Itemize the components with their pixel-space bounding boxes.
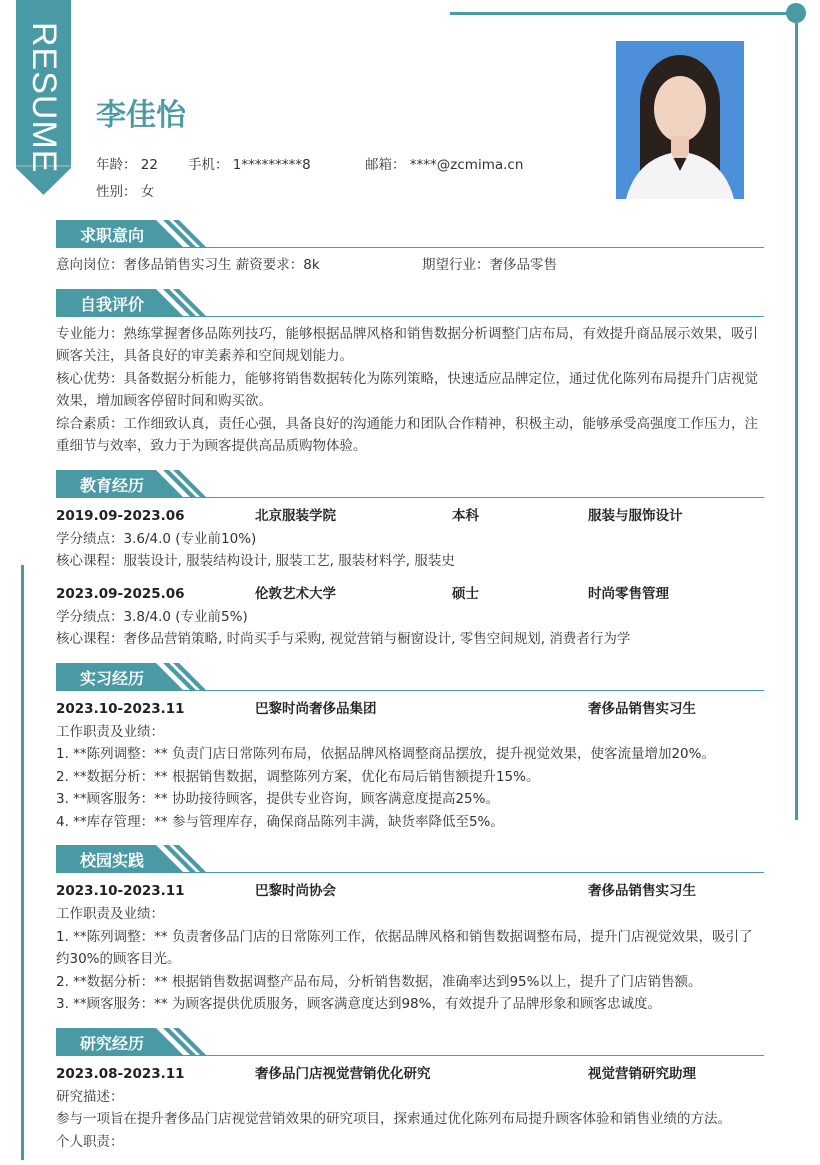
edu-major: 时尚零售管理: [588, 585, 669, 602]
left-decor-line: [21, 565, 24, 1160]
exp-line: 1. **陈列调整：** 负责门店日常陈列布局，依据品牌风格调整商品摆放，提升视觉效果，使客流量增加20%。: [56, 746, 715, 762]
edu-gpa: 学分绩点：3.6/4.0 (专业前10%): [56, 530, 257, 547]
age: 年龄： 22: [96, 157, 158, 173]
exp-line: 2. **数据分析：** 根据销售数据，调整陈列方案，优化布局后销售额提升15%。: [56, 768, 540, 785]
edu-major: 服装与服饰设计: [588, 507, 683, 524]
profile-photo: [616, 41, 744, 199]
edu-gpa: 学分绩点：3.8/4.0 (专业前5%): [56, 608, 248, 625]
edu-degree: 本科: [452, 507, 479, 524]
section-header: [56, 289, 764, 317]
exp-line: 个人职责：: [56, 1133, 124, 1150]
exp-org: 奢侈品门店视觉营销优化研究: [255, 1065, 431, 1082]
exp-line: 研究描述：: [56, 1088, 124, 1105]
top-decor-line: [450, 12, 796, 15]
exp-row: [56, 697, 764, 721]
section-title: 实习经历: [80, 668, 145, 688]
edu-school: 伦敦艺术大学: [255, 585, 336, 602]
self-line: 核心优势：具备数据分析能力，能够将销售数据转化为陈列策略，快速适应品牌定位，通过优化陈列布局提升门店视觉效果，增加顾客停留时间和购买欲。: [56, 370, 758, 409]
exp-line: 参与一项旨在提升奢侈品门店视觉营销效果的研究项目，探索通过优化陈列布局提升顾客体验和销售业绩的方法。: [56, 1111, 731, 1127]
candidate-name: 李佳怡: [96, 98, 186, 133]
section-header: [56, 1028, 764, 1056]
email: 邮箱： ****@zcmima.cn: [365, 157, 524, 173]
section-header: [56, 470, 764, 498]
section-campus: [56, 845, 764, 1016]
section-title: 研究经历: [80, 1033, 145, 1053]
edu-degree: 硕士: [452, 585, 479, 602]
section-header: [56, 220, 764, 248]
phone: 手机： 1*********8: [188, 157, 311, 173]
self-line: 综合素质：工作细致认真，责任心强，具备良好的沟通能力和团队合作精神，积极主动，能够承受高强度工作压力，注重细节与效率，致力于为顾客提供高品质购物体验。: [56, 415, 758, 454]
exp-role: 奢侈品销售实习生: [588, 700, 696, 717]
section-header: [56, 845, 764, 873]
gender: 性别： 女: [96, 184, 155, 200]
exp-line: 4. **库存管理：** 参与管理库存，确保商品陈列丰满，缺货率降低至5%。: [56, 813, 504, 830]
exp-line: 3. **顾客服务：** 协助接待顾客，提供专业咨询，顾客满意度提高25%。: [56, 791, 499, 807]
exp-line: 工作职责及业绩：: [56, 723, 164, 740]
section-internship: [56, 663, 764, 834]
exp-line: 工作职责及业绩：: [56, 906, 164, 922]
exp-date: 2023.10-2023.11: [56, 700, 185, 717]
edu-row: [56, 504, 764, 528]
edu-school: 北京服装学院: [255, 507, 336, 524]
section-title: 自我评价: [80, 294, 145, 314]
intent-position: 意向岗位：奢侈品销售实习生 薪资要求：8k: [56, 257, 320, 273]
resume-ribbon: [16, 0, 71, 195]
edu-row: [56, 582, 764, 606]
section-research: [56, 1028, 764, 1154]
exp-row: [56, 879, 764, 903]
exp-org: 巴黎时尚协会: [255, 883, 336, 899]
exp-line: 2. **数据分析：** 根据销售数据调整产品布局，分析销售数据，准确率达到95%以上，提升了门店销售额。: [56, 973, 702, 990]
section-title: 教育经历: [80, 475, 145, 495]
exp-line: 3. **顾客服务：** 为顾客提供优质服务，顾客满意度达到98%，有效提升了品牌形象和顾客忠诚度。: [56, 996, 661, 1012]
personal-info: [96, 152, 523, 206]
right-decor-line: [795, 12, 798, 820]
intent-industry: 期望行业：奢侈品零售: [422, 257, 557, 273]
section-title: 求职意向: [80, 226, 145, 245]
exp-role: 奢侈品销售实习生: [588, 883, 696, 899]
exp-date: 2023.08-2023.11: [56, 1065, 185, 1082]
exp-date: 2023.10-2023.11: [56, 883, 185, 899]
exp-row: [56, 1062, 764, 1086]
decor-dot: [786, 3, 806, 23]
edu-courses: 核心课程：奢侈品营销策略, 时尚买手与采购, 视觉营销与橱窗设计, 零售空间规划, 消费者行为学: [56, 631, 631, 647]
exp-org: 巴黎时尚奢侈品集团: [255, 700, 377, 717]
section-self-evaluation: [56, 289, 764, 458]
ribbon-text: RESUME: [25, 22, 63, 174]
edu-date: 2023.09-2025.06: [56, 585, 185, 602]
section-header: [56, 663, 764, 691]
section-title: 校园实践: [80, 851, 145, 870]
self-line: 专业能力：熟练掌握奢侈品陈列技巧，能够根据品牌风格和销售数据分析调整门店布局，有效提升商品展示效果，吸引顾客关注，具备良好的审美素养和空间规划能力。: [56, 325, 758, 364]
edu-courses: 核心课程：服装设计, 服装结构设计, 服装工艺, 服装材料学, 服装史: [56, 553, 455, 569]
exp-line: 1. **陈列调整：** 负责奢侈品门店的日常陈列工作，依据品牌风格和销售数据调整布局，提升门店视觉效果，吸引了约30%的顾客目光。: [56, 928, 753, 967]
edu-date: 2019.09-2023.06: [56, 507, 185, 524]
section-education: [56, 470, 764, 651]
section-job-intent: [56, 220, 764, 277]
exp-role: 视觉营销研究助理: [588, 1065, 696, 1082]
